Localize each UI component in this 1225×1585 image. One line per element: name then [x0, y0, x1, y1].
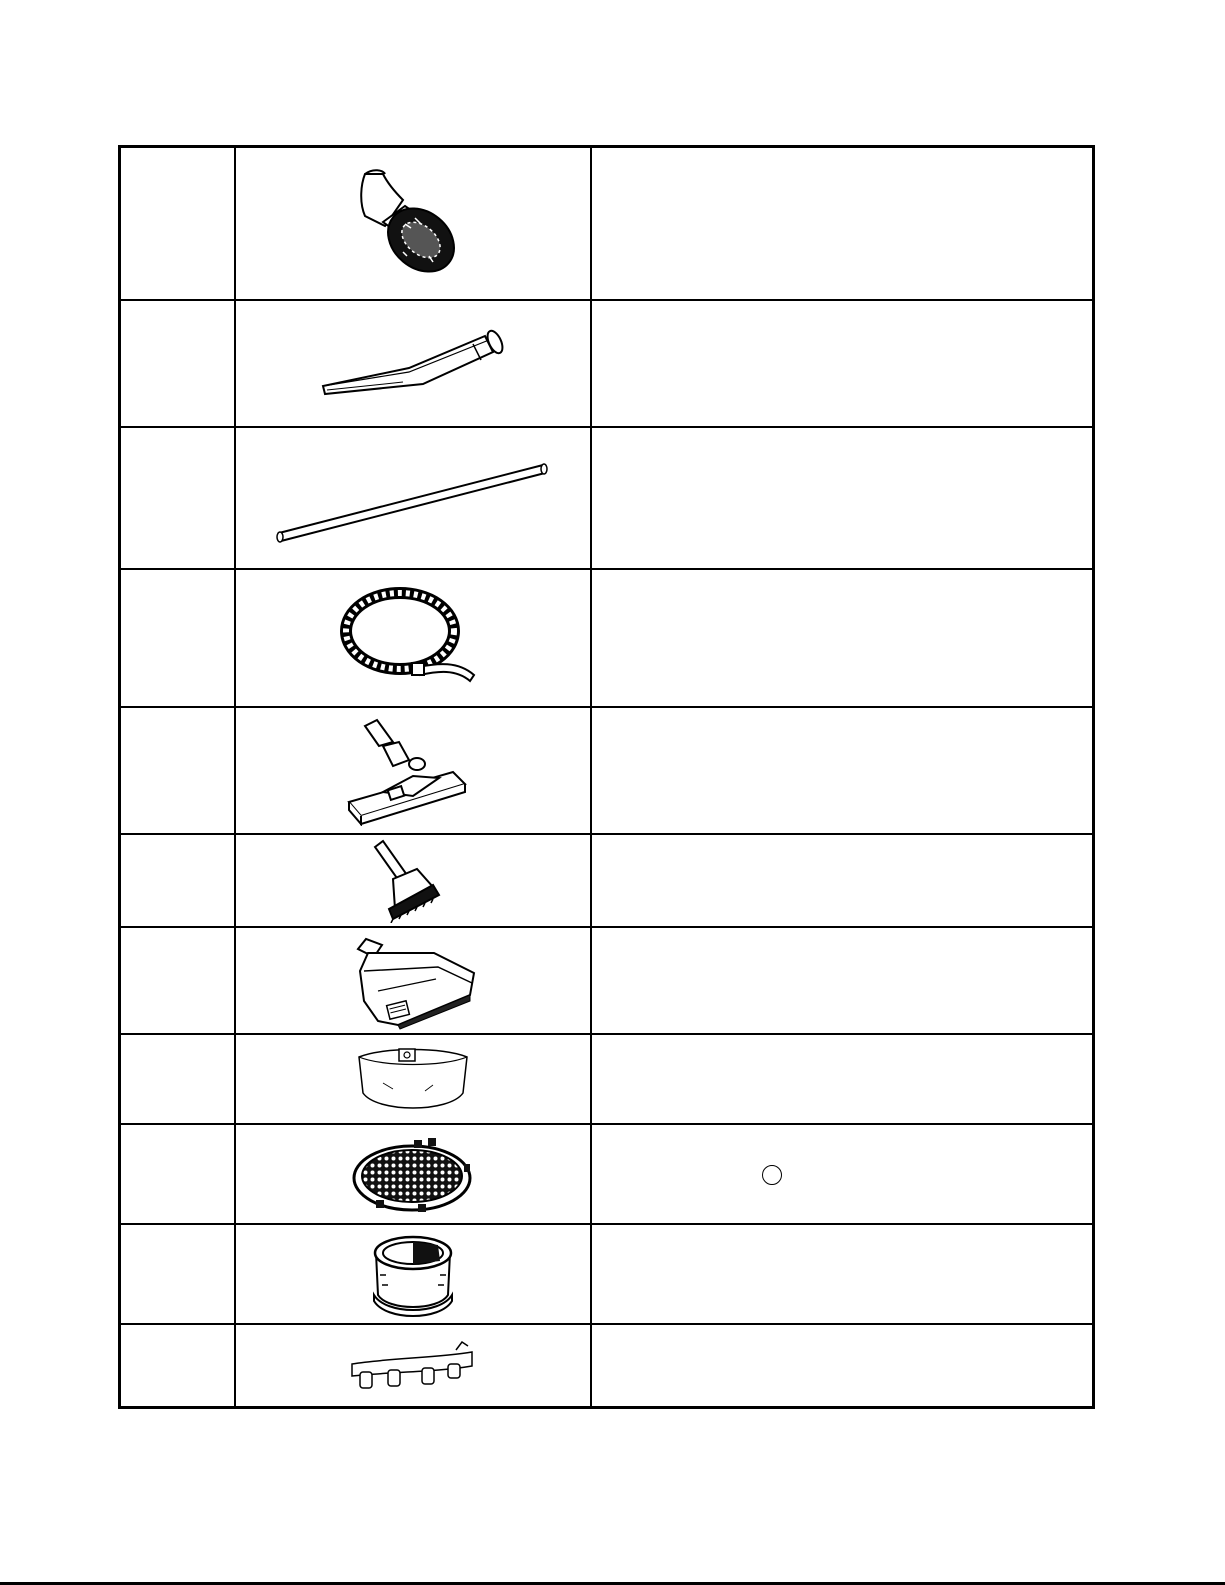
table-row — [121, 148, 1092, 299]
table-row — [121, 1223, 1092, 1323]
part-number-cell — [121, 570, 236, 706]
part-image-cell — [236, 148, 592, 299]
filter-grid-icon — [348, 1134, 478, 1214]
part-number-cell — [121, 1035, 236, 1123]
upholstery-nozzle-icon — [343, 164, 483, 284]
extension-wand-icon — [273, 453, 553, 543]
part-image-cell — [236, 1325, 592, 1406]
table-row — [121, 426, 1092, 568]
part-image-cell — [236, 708, 592, 833]
part-description-cell — [592, 1225, 1092, 1323]
part-image-cell — [236, 1225, 592, 1323]
part-description-cell — [592, 1125, 1092, 1223]
part-image-cell — [236, 301, 592, 426]
part-description-cell — [592, 1325, 1092, 1406]
table-row — [121, 1123, 1092, 1223]
flexible-hose-icon — [338, 583, 488, 693]
part-number-cell — [121, 1225, 236, 1323]
part-number-cell — [121, 1325, 236, 1406]
table-row — [121, 833, 1092, 926]
part-image-cell — [236, 928, 592, 1033]
filter-holder-icon — [348, 1336, 478, 1396]
part-number-cell — [121, 148, 236, 299]
part-description-cell — [592, 928, 1092, 1033]
parts-table — [118, 145, 1095, 1409]
table-row — [121, 926, 1092, 1033]
part-description-cell — [592, 1035, 1092, 1123]
part-number-cell — [121, 301, 236, 426]
table-row — [121, 1323, 1092, 1406]
part-image-cell — [236, 1125, 592, 1223]
part-description-cell — [592, 708, 1092, 833]
part-number-cell — [121, 708, 236, 833]
part-number-cell — [121, 1125, 236, 1223]
table-row — [121, 299, 1092, 426]
part-number-cell — [121, 428, 236, 568]
part-description-cell — [592, 301, 1092, 426]
table-row — [121, 1033, 1092, 1123]
part-number-cell — [121, 835, 236, 926]
part-image-cell — [236, 835, 592, 926]
circle-mark-icon — [762, 1165, 782, 1185]
dust-bag-icon — [353, 1043, 473, 1115]
turbo-brush-icon — [338, 931, 488, 1031]
part-image-cell — [236, 570, 592, 706]
part-number-cell — [121, 928, 236, 1033]
part-image-cell — [236, 428, 592, 568]
table-row — [121, 568, 1092, 706]
crevice-tool-icon — [313, 324, 513, 404]
table-row — [121, 706, 1092, 833]
part-description-cell — [592, 148, 1092, 299]
floor-nozzle-icon — [343, 716, 483, 826]
part-image-cell — [236, 1035, 592, 1123]
dusting-brush-icon — [363, 839, 463, 923]
part-description-cell — [592, 835, 1092, 926]
part-description-cell — [592, 570, 1092, 706]
filter-ring-icon — [368, 1231, 458, 1317]
part-description-cell — [592, 428, 1092, 568]
